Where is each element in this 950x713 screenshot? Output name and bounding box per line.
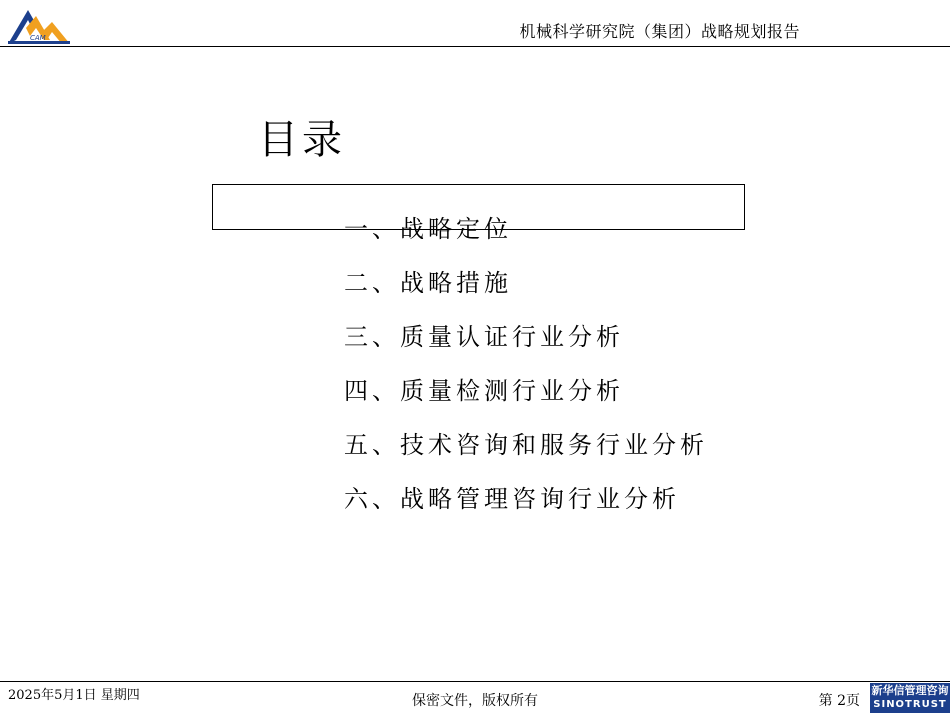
- toc-item: 一、战略定位: [344, 215, 512, 243]
- table-of-contents: [344, 212, 708, 536]
- brand-name-en: SINOTRUST: [873, 699, 947, 710]
- company-logo: [6, 6, 72, 46]
- logo-text: CAM: [30, 34, 46, 42]
- footer-date: 2025年5月1日 星期四: [8, 688, 140, 703]
- page-number: 第 2页: [818, 693, 860, 709]
- toc-item: 五、技术咨询和服务行业分析: [344, 431, 708, 459]
- brand-logo: [870, 683, 950, 713]
- toc-item: 六、战略管理咨询行业分析: [344, 485, 680, 513]
- toc-item: 二、战略措施: [344, 269, 512, 297]
- toc-item: 四、质量检测行业分析: [344, 377, 624, 405]
- brand-name-cn: 新华信管理咨询: [871, 684, 949, 697]
- toc-item: 三、质量认证行业分析: [344, 323, 624, 351]
- page-title: 目录: [258, 117, 346, 163]
- header-divider: [0, 46, 950, 47]
- confidential-notice: 保密文件，版权所有: [412, 693, 538, 709]
- report-title: 机械科学研究院（集团）战略规划报告: [519, 22, 800, 41]
- footer-divider: [0, 681, 950, 682]
